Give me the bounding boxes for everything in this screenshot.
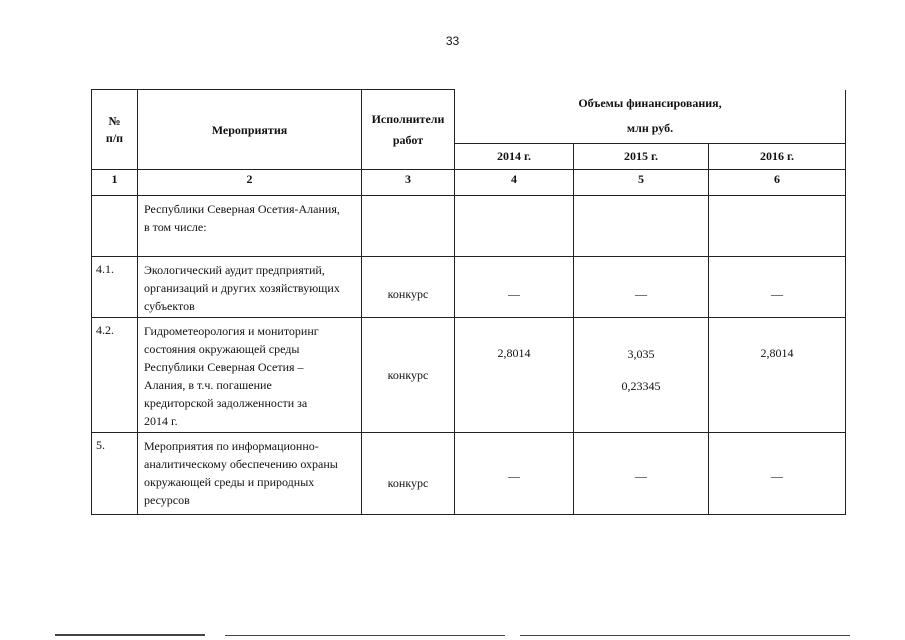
- scan-edge-line: [55, 634, 205, 636]
- header-executors: Исполнители работ: [362, 90, 455, 170]
- row-value-2015: —: [574, 257, 709, 318]
- column-number-4: 4: [455, 170, 574, 196]
- row-executor: конкурс: [362, 318, 455, 433]
- table-row: [92, 257, 846, 318]
- row-event-name: Республики Северная Осетия-Алания, в том числе:: [138, 196, 362, 257]
- header-year-2014: 2014 г.: [455, 143, 574, 170]
- row-value-2016: —: [709, 257, 846, 318]
- header-events: Мероприятия: [138, 90, 362, 170]
- column-number-2: 2: [138, 170, 362, 196]
- row-value-2016: —: [709, 433, 846, 515]
- row-executor: [362, 196, 455, 257]
- scan-edge-line: [225, 635, 505, 636]
- scan-edge-line: [520, 635, 850, 636]
- row-number: 5.: [92, 433, 138, 515]
- table-row: [92, 196, 846, 257]
- table-header-row: [92, 90, 846, 144]
- row-value-2014: 2,8014: [455, 318, 574, 433]
- header-funding: Объемы финансирования, млн руб.: [455, 90, 846, 144]
- table-row: [92, 318, 846, 433]
- column-numbers-row: [92, 170, 846, 196]
- row-number: 4.2.: [92, 318, 138, 433]
- row-value-2015: 3,035: [627, 347, 655, 361]
- row-event-name: Гидрометеорология и мониторинг состояния окружающей среды Республики Северная Осетия – Алания, в т.ч. погашение кредиторской задолженности за 2014 г.: [138, 318, 362, 433]
- row-value-2015: [574, 196, 709, 257]
- row-value-2014: —: [455, 433, 574, 515]
- row-executor: конкурс: [362, 433, 455, 515]
- header-year-2016: 2016 г.: [709, 143, 846, 170]
- header-year-2015: 2015 г.: [574, 143, 709, 170]
- row-number: 4.1.: [92, 257, 138, 318]
- row-event-name: Мероприятия по информационно- аналитическому обеспечению охраны окружающей среды и природных ресурсов: [138, 433, 362, 515]
- column-number-5: 5: [574, 170, 709, 196]
- row-value-2014: —: [455, 257, 574, 318]
- row-value-2014: [455, 196, 574, 257]
- column-number-1: 1: [92, 170, 138, 196]
- row-value-2015-cell: [574, 318, 709, 433]
- header-no: № п/п: [92, 90, 138, 170]
- funding-table: [91, 89, 846, 515]
- page-number: 33: [445, 34, 460, 48]
- column-number-6: 6: [709, 170, 846, 196]
- row-number: [92, 196, 138, 257]
- row-value-2015-repayment: 0,23345: [621, 379, 661, 393]
- column-number-3: 3: [362, 170, 455, 196]
- row-value-2016: [709, 196, 846, 257]
- table-row: [92, 433, 846, 515]
- row-value-2016: 2,8014: [709, 318, 846, 433]
- row-executor: конкурс: [362, 257, 455, 318]
- row-value-2015: —: [574, 433, 709, 515]
- row-event-name: Экологический аудит предприятий, организаций и других хозяйствующих субъектов: [138, 257, 362, 318]
